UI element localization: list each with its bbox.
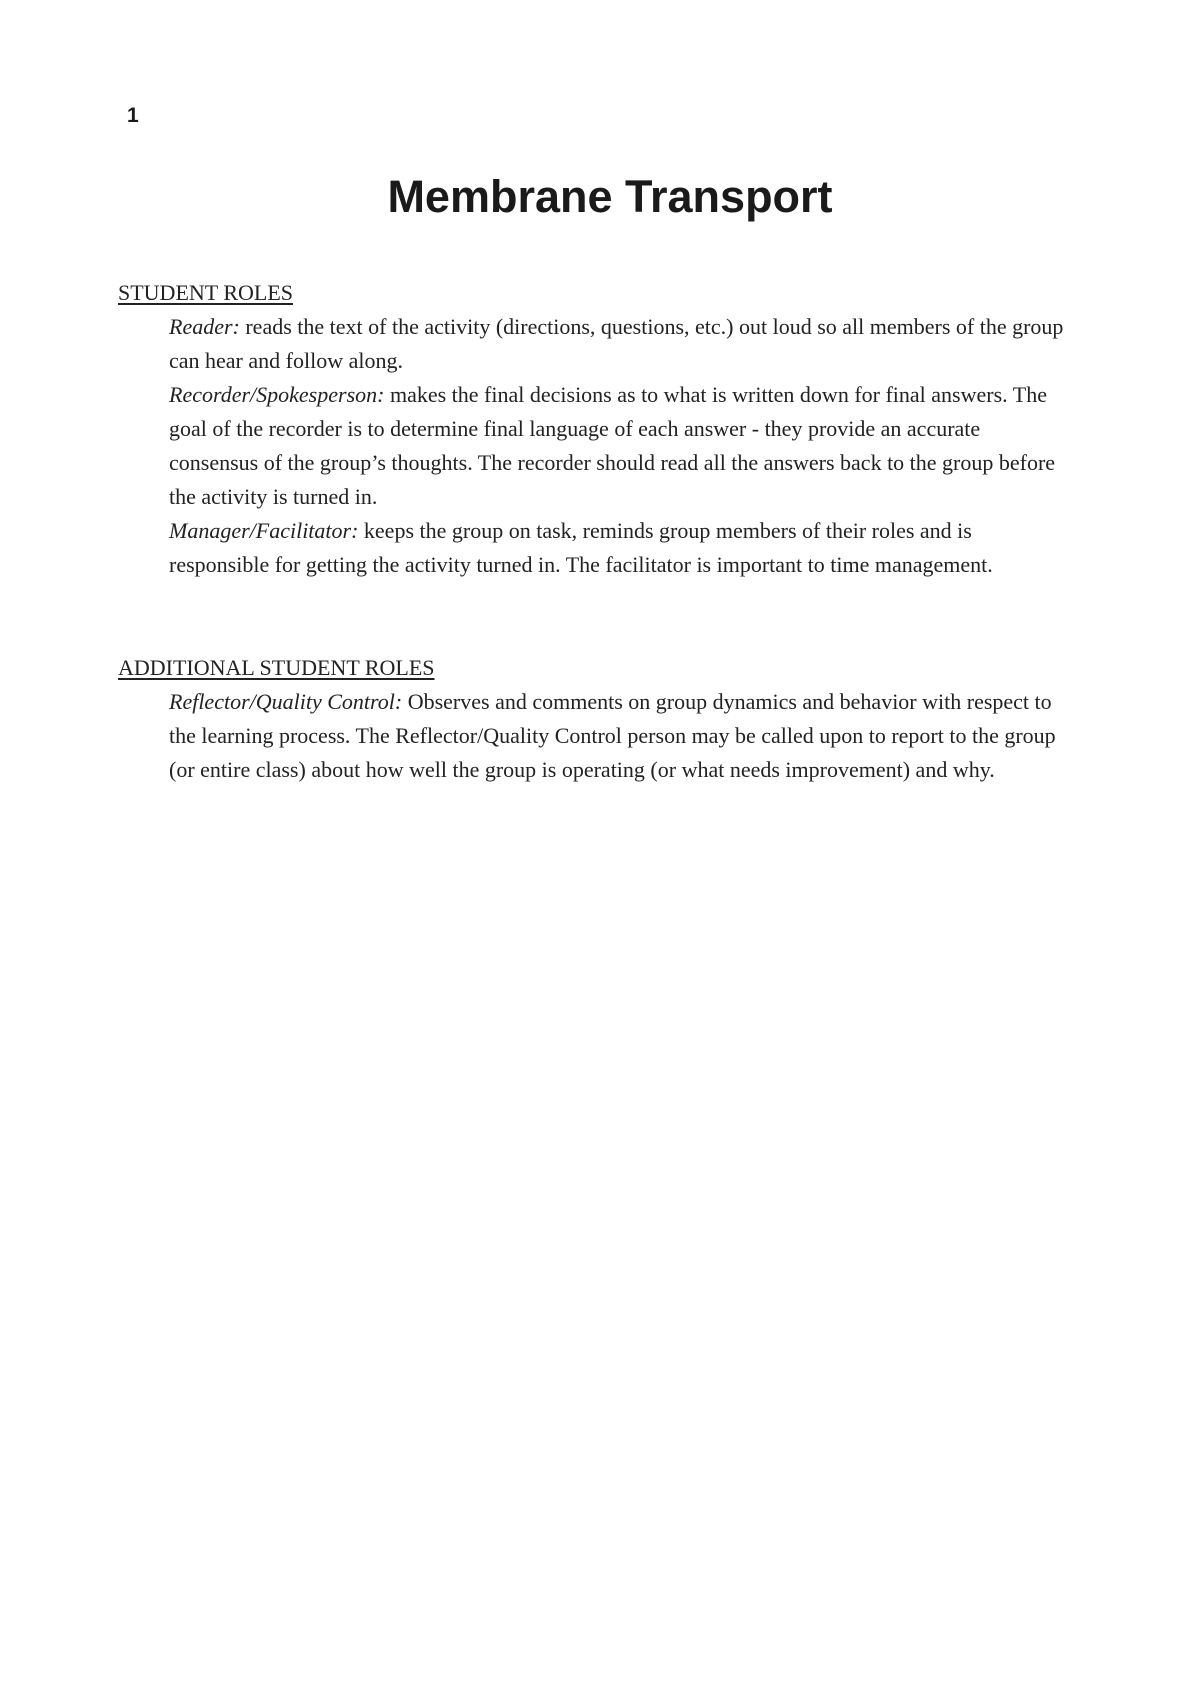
- role-name: Reader:: [169, 314, 240, 339]
- page-number: 1: [127, 104, 139, 127]
- role-name: Recorder/Spokesperson:: [169, 382, 385, 407]
- role-description: keeps the group on task, reminds group members of their roles and is responsible for getting the activity turned in. The facilitator is important to time management.: [169, 518, 993, 577]
- additional-student-roles-section: [118, 651, 1078, 787]
- role-description: makes the final decisions as to what is written down for final answers. The goal of the recorder is to determine final language of each answer - they provide an accurate consensus of the group’s thoughts. The recorder should read all the answers back to the group before the activity is turned in.: [169, 382, 1056, 509]
- role-description: Observes and comments on group dynamics and behavior with respect to the learning process. The Reflector/Quality Control person may be called upon to report to the group (or entire class) about how well the group is operating (or what needs improvement) and why.: [169, 689, 1056, 782]
- role-manager-facilitator: [169, 514, 1069, 582]
- role-name: Manager/Facilitator:: [169, 518, 359, 543]
- role-name: Reflector/Quality Control:: [169, 689, 403, 714]
- student-roles-section: [118, 276, 1078, 582]
- section-heading: ADDITIONAL STUDENT ROLES: [118, 655, 435, 680]
- role-reader: [169, 310, 1069, 378]
- role-recorder-spokesperson: [169, 378, 1069, 514]
- page-title: Membrane Transport: [387, 171, 833, 222]
- role-reflector-quality-control: [169, 685, 1069, 787]
- section-heading: STUDENT ROLES: [118, 280, 293, 305]
- role-description: reads the text of the activity (directions, questions, etc.) out loud so all members of the group can hear and follow along.: [169, 314, 1064, 373]
